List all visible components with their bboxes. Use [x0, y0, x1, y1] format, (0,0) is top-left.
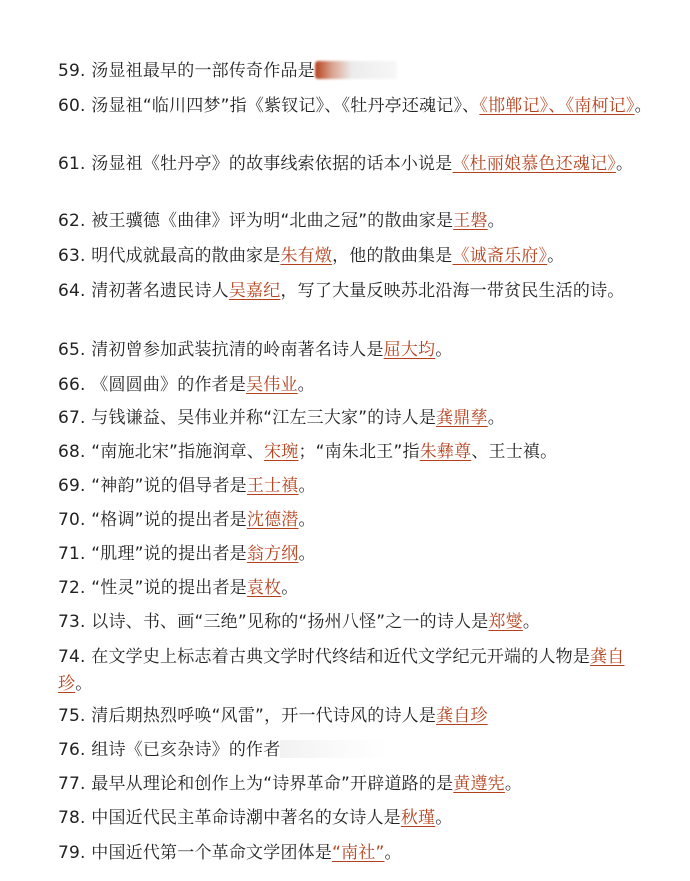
question-item	[58, 609, 658, 636]
question-text: 。	[298, 544, 316, 564]
question-text: 汤显祖《牡丹亭》的故事线索依据的话本小说是	[91, 154, 453, 174]
question-item	[58, 473, 658, 500]
answer-text: 宋琬	[264, 442, 299, 462]
question-number: 63.	[58, 246, 86, 266]
question-number: 74.	[58, 647, 86, 667]
question-item	[58, 805, 658, 832]
answer-text: 王磐	[453, 211, 488, 231]
question-number: 60.	[58, 96, 86, 116]
question-text: 。	[487, 408, 505, 428]
answer-text: 郑燮	[488, 612, 523, 632]
question-text: 。	[547, 246, 565, 266]
question-item	[58, 208, 658, 235]
answer-text: 屈大均	[383, 340, 436, 360]
question-number: 78.	[58, 808, 86, 828]
answer-text: 龚自珍	[436, 706, 488, 726]
answer-text: 王士禛	[246, 476, 299, 496]
question-number: 72.	[58, 578, 86, 598]
question-text: 。	[298, 510, 316, 530]
question-text: 。	[435, 340, 453, 360]
question-item	[58, 372, 658, 399]
question-number: 68.	[58, 442, 86, 462]
question-item	[58, 771, 658, 798]
question-text: “肌理”说的提出者是	[91, 544, 247, 564]
question-item	[58, 337, 658, 364]
question-number: 75.	[58, 706, 86, 726]
question-text: 。	[504, 774, 523, 794]
question-text: 明代成就最高的散曲家是	[91, 246, 281, 266]
question-item	[58, 243, 658, 270]
question-text: 清后期热烈呼唤“风雷”，开一代诗风的诗人是	[91, 706, 437, 726]
question-item	[58, 93, 658, 120]
question-item	[58, 840, 658, 867]
answer-text: 吴伟业	[246, 375, 298, 395]
answer-text: 翁方纲	[246, 544, 299, 564]
question-number: 62.	[58, 211, 86, 231]
question-item	[58, 151, 658, 178]
question-number: 73.	[58, 612, 86, 632]
answer-text: 《杜丽娘慕色还魂记》	[452, 154, 616, 174]
question-text: “格调”说的提出者是	[91, 510, 247, 530]
answer-text: 沈德潜	[246, 510, 299, 530]
question-text: 。	[281, 578, 299, 598]
answer-text: “南社”	[332, 843, 385, 863]
question-item	[58, 644, 658, 698]
answer-text: 龚自珍	[58, 647, 625, 694]
question-text: 与钱谦益、吴伟业并称“江左三大家”的诗人是	[91, 408, 437, 428]
answer-text: 《诚斋乐府》	[452, 246, 548, 266]
answer-text: 黄遵宪	[453, 774, 505, 794]
question-text: 、王士禛。	[471, 442, 558, 462]
question-text: 。	[298, 476, 316, 496]
faded-answer	[280, 740, 390, 758]
answer-text: 《邯郸记》、《南柯记》	[479, 96, 635, 116]
question-number: 59.	[58, 61, 86, 81]
question-text: ，他的散曲集是	[332, 246, 453, 266]
question-item	[58, 278, 658, 305]
question-text: 。	[384, 843, 402, 863]
question-item	[58, 405, 658, 432]
question-text: ，写了大量反映苏北沿海一带贫民生活的诗。	[280, 281, 625, 301]
question-item	[58, 575, 658, 602]
question-text: 最早从理论和创作上为“诗界革命”开辟道路的是	[91, 774, 454, 794]
answer-text: 吴嘉纪	[228, 281, 281, 301]
question-text: “性灵”说的提出者是	[91, 578, 247, 598]
question-text: 。	[297, 375, 315, 395]
question-item	[58, 737, 658, 764]
question-text: 。	[522, 612, 541, 632]
question-text: 在文学史上标志着古典文学时代终结和近代文学纪元开端的人物是	[91, 647, 591, 667]
question-text: 中国近代民主革命诗潮中著名的女诗人是	[91, 808, 401, 828]
question-item	[58, 541, 658, 568]
answer-text: 朱有燉	[280, 246, 333, 266]
question-number: 76.	[58, 740, 86, 760]
question-number: 70.	[58, 510, 86, 530]
question-text: 组诗《已亥杂诗》的作者	[91, 740, 281, 760]
question-item	[58, 703, 658, 730]
question-text: 被王骥德《曲律》评为明“北曲之冠”的散曲家是	[91, 211, 454, 231]
answer-text: 袁枚	[246, 578, 282, 598]
question-text: 《圆圆曲》的作者是	[91, 375, 247, 395]
question-number: 67.	[58, 408, 86, 428]
question-number: 64.	[58, 281, 86, 301]
question-number: 66.	[58, 375, 86, 395]
question-number: 79.	[58, 843, 86, 863]
question-text: 清初曾参加武装抗清的岭南著名诗人是	[91, 340, 384, 360]
question-number: 65.	[58, 340, 86, 360]
question-number: 71.	[58, 544, 86, 564]
question-text: 汤显祖最早的一部传奇作品是	[91, 61, 315, 81]
question-item	[58, 58, 658, 85]
question-item	[58, 439, 658, 466]
question-text: 。	[634, 96, 652, 116]
question-text: 。	[435, 808, 453, 828]
question-item	[58, 507, 658, 534]
question-text: 。	[75, 674, 93, 694]
question-text: 。	[487, 211, 505, 231]
question-number: 77.	[58, 774, 86, 794]
answer-text: 龚鼎孳	[436, 408, 488, 428]
answer-text: 秋瑾	[400, 808, 436, 828]
question-text: 。	[615, 154, 634, 174]
question-text: 汤显祖“临川四梦”指《紫钗记》、《牡丹亭还魂记》、	[91, 96, 480, 116]
question-text: “南施北宋”指施润章、	[91, 442, 265, 462]
question-text: 中国近代第一个革命文学团体是	[91, 843, 333, 863]
question-text: 清初著名遗民诗人	[91, 281, 229, 301]
question-number: 61.	[58, 154, 86, 174]
question-number: 69.	[58, 476, 86, 496]
question-text: ；“南朱北王”指	[298, 442, 420, 462]
blurred-answer	[315, 61, 397, 79]
question-text: 以诗、书、画“三绝”见称的“扬州八怪”之一的诗人是	[91, 612, 489, 632]
question-text: “神韵”说的倡导者是	[91, 476, 247, 496]
answer-text: 朱彝尊	[419, 442, 472, 462]
